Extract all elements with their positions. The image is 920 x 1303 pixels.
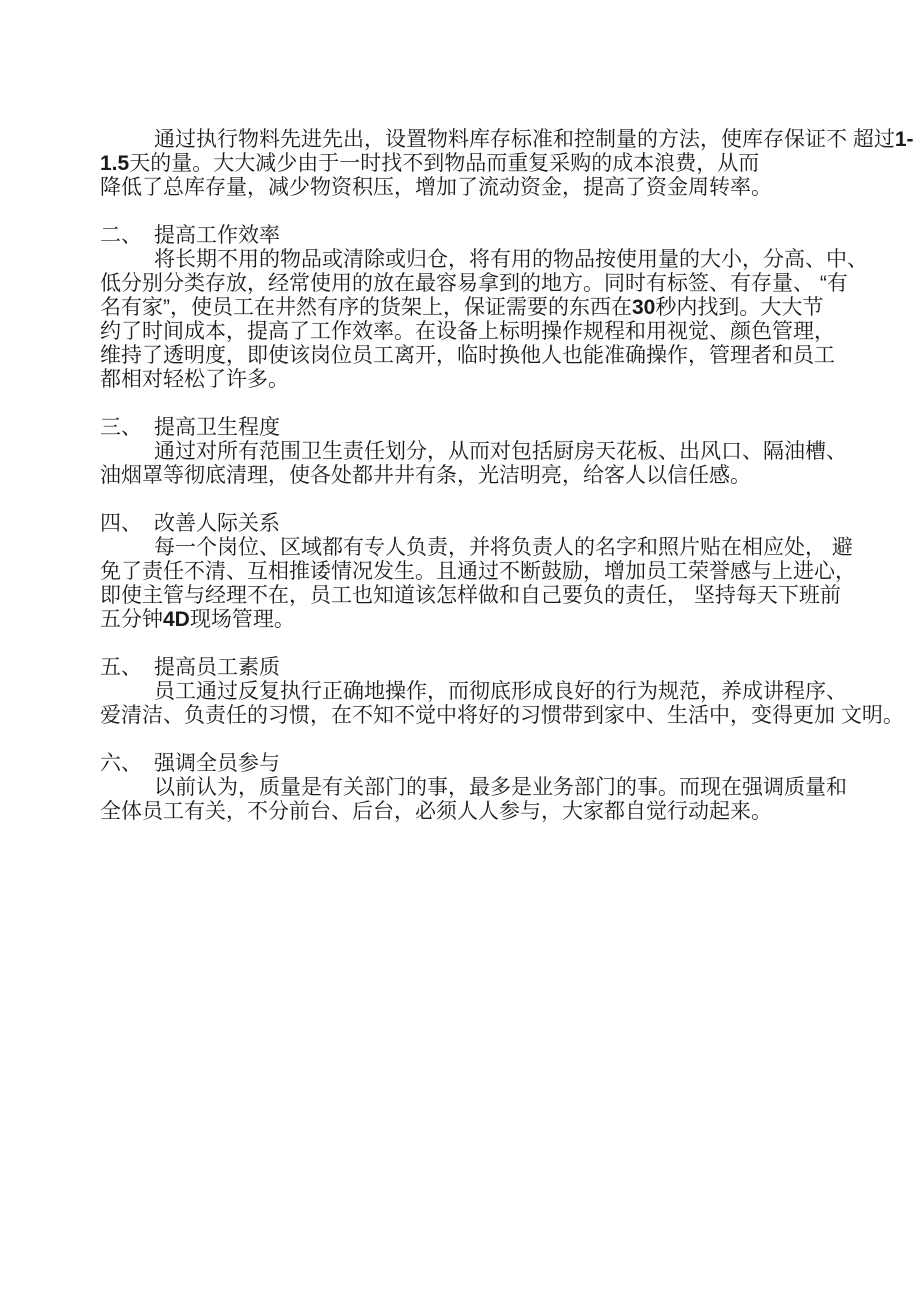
- text-segment: 免了责任不清、互相推诿情况发生。且通过不断鼓励，增加员工荣誉感与上进心，: [100, 560, 856, 583]
- text-line: [100, 464, 875, 488]
- paragraph: [100, 248, 875, 392]
- section-number: 三、: [100, 416, 142, 439]
- text-segment: 低分别分类存放，经常使用的放在最容易拿到的地方。同时有标签、有存量、 “有: [100, 272, 848, 295]
- section-number: 五、: [100, 656, 142, 679]
- text-line: [100, 152, 875, 176]
- text-line: [100, 680, 875, 704]
- text-segment: 降低了总库存量，减少物资积压，增加了流动资金，提高了资金周转率。: [100, 176, 772, 199]
- section-title: 提高卫生程度: [154, 416, 280, 439]
- section-title: 提高员工素质: [154, 656, 280, 679]
- section-heading: [100, 416, 875, 440]
- text-line: [100, 320, 875, 344]
- text-line: [100, 440, 875, 464]
- text-segment: 通过对所有范围卫生责任划分，从而对包括厨房天花板、出风口、隔油槽、: [154, 440, 847, 463]
- section-number: 二、: [100, 224, 142, 247]
- section-heading: [100, 656, 875, 680]
- bold-text-segment: 1-: [894, 128, 914, 151]
- text-line: [100, 608, 875, 632]
- text-segment: 都相对轻松了许多。: [100, 368, 289, 391]
- text-segment: 即使主管与经理不在，员工也知道该怎样做和自己要负的责任， 坚持每天下班前: [100, 584, 841, 607]
- document-body: [100, 128, 914, 824]
- text-line: [100, 368, 875, 392]
- section-title: 改善人际关系: [154, 512, 280, 535]
- text-segment: 维持了透明度，即使该岗位员工离开，临时换他人也能准确操作，管理者和员工: [100, 344, 835, 367]
- text-segment: 五分钟: [100, 608, 163, 631]
- text-segment: 油烟罩等彻底清理，使各处都井井有条，光洁明亮，给客人以信任感。: [100, 464, 751, 487]
- text-segment: 现场管理。: [189, 608, 295, 631]
- section-heading: [100, 752, 875, 776]
- text-line: [100, 248, 875, 272]
- text-line: [100, 800, 875, 824]
- paragraph: [100, 776, 875, 824]
- blank-line: [100, 728, 875, 752]
- section-number: 六、: [100, 752, 142, 775]
- text-line: [100, 176, 875, 200]
- section-number: 四、: [100, 512, 142, 535]
- text-segment: 秒内找到。大大节: [655, 296, 824, 319]
- text-segment: 通过执行物料先进先出，设置物料库存标准和控制量的方法，使库存保证不 超过: [154, 128, 895, 151]
- text-line: [100, 128, 914, 152]
- text-segment: 员工通过反复执行正确地操作，而彻底形成良好的行为规范，养成讲程序、: [154, 680, 847, 703]
- section-title: 强调全员参与: [154, 752, 280, 775]
- text-segment: 每一个岗位、区域都有专人负责，并将负责人的名字和照片贴在相应处， 避: [154, 536, 853, 559]
- bold-text-segment: 4D: [163, 608, 190, 631]
- text-line: [100, 584, 875, 608]
- text-line: [100, 704, 904, 728]
- section-heading: [100, 512, 875, 536]
- text-line: [100, 272, 875, 296]
- text-line: [100, 776, 875, 800]
- text-segment: 名有家”，使员工在井然有序的货架上，保证需要的东西在: [100, 296, 632, 319]
- blank-line: [100, 632, 875, 656]
- text-line: [100, 344, 875, 368]
- blank-line: [100, 488, 875, 512]
- text-segment: 以前认为，质量是有关部门的事，最多是业务部门的事。而现在强调质量和: [154, 776, 847, 799]
- section-title: 提高工作效率: [154, 224, 280, 247]
- bold-text-segment: 1.5: [100, 152, 130, 175]
- paragraph: [100, 128, 914, 200]
- paragraph: [100, 536, 875, 632]
- text-segment: 全体员工有关，不分前台、后台，必须人人参与，大家都自觉行动起来。: [100, 800, 772, 823]
- text-line: [100, 296, 875, 320]
- blank-line: [100, 392, 875, 416]
- text-segment: 将长期不用的物品或清除或归仓，将有用的物品按使用量的大小，分高、中、: [154, 248, 868, 271]
- text-segment: 约了时间成本，提高了工作效率。在设备上标明操作规程和用视觉、颜色管理，: [100, 320, 835, 343]
- section-heading: [100, 224, 875, 248]
- blank-line: [100, 200, 875, 224]
- text-segment: 天的量。大大减少由于一时找不到物品而重复采购的成本浪费，从而: [129, 152, 760, 175]
- text-segment: 爱清洁、负责任的习惯，在不知不觉中将好的习惯带到家中、生活中，变得更加 文明。: [100, 704, 904, 727]
- text-line: [100, 560, 875, 584]
- paragraph: [100, 680, 904, 728]
- text-line: [100, 536, 875, 560]
- bold-text-segment: 30: [632, 296, 656, 319]
- paragraph: [100, 440, 875, 488]
